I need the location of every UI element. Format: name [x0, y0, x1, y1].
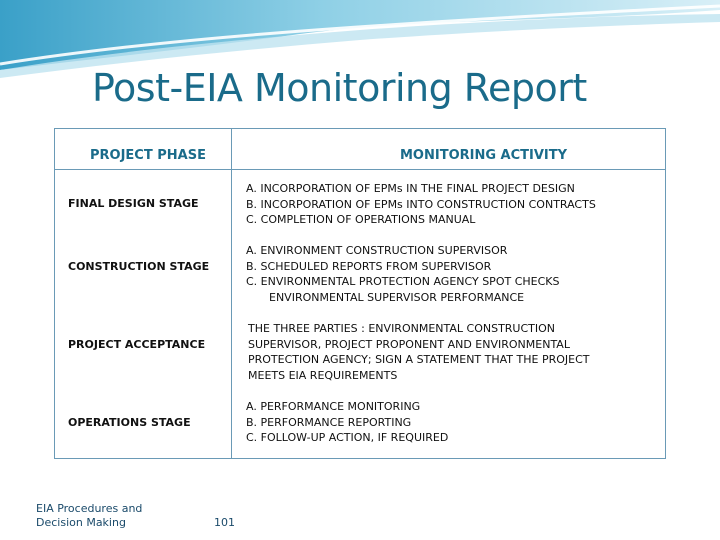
activity-line: B. PERFORMANCE REPORTING — [246, 415, 412, 429]
header-project-phase: PROJECT PHASE — [90, 148, 206, 163]
activities-final-design — [246, 181, 596, 228]
table-header-divider — [55, 169, 665, 170]
phase-project-acceptance: PROJECT ACCEPTANCE — [68, 338, 206, 351]
phase-operations: OPERATIONS STAGE — [68, 416, 191, 429]
activities-construction — [246, 243, 559, 305]
activity-line: A. INCORPORATION OF EPMs IN THE FINAL PROJECT DESIGN — [246, 182, 575, 195]
activity-line: B. INCORPORATION OF EPMs INTO CONSTRUCTION CONTRACTS — [246, 197, 596, 211]
activities-operations — [246, 399, 448, 446]
header-monitoring-activity: MONITORING ACTIVITY — [400, 148, 568, 163]
activity-line: MEETS EIA REQUIREMENTS — [248, 368, 398, 382]
activity-line: B. SCHEDULED REPORTS FROM SUPERVISOR — [246, 259, 492, 273]
activity-line: A. PERFORMANCE MONITORING — [246, 400, 421, 413]
activity-line: C. COMPLETION OF OPERATIONS MANUAL — [246, 213, 476, 226]
activity-line: PROTECTION AGENCY; SIGN A STATEMENT THAT THE PROJECT — [248, 353, 590, 366]
footer-line-2: Decision Making — [36, 516, 126, 529]
page-number: 101 — [214, 516, 235, 529]
activity-line: C. ENVIRONMENTAL PROTECTION AGENCY SPOT CHECKS — [246, 275, 560, 288]
activity-line: SUPERVISOR, PROJECT PROPONENT AND ENVIRONMENTAL — [248, 337, 570, 351]
phase-construction: CONSTRUCTION STAGE — [68, 260, 210, 273]
footer-line-1: EIA Procedures and — [36, 502, 143, 515]
activity-line: THE THREE PARTIES : ENVIRONMENTAL CONSTRUCTION — [248, 322, 556, 335]
slide-title: Post-EIA Monitoring Report — [92, 66, 587, 110]
table-column-divider — [231, 129, 232, 458]
phase-final-design: FINAL DESIGN STAGE — [68, 197, 199, 210]
slide-footer — [36, 502, 142, 530]
activity-line: ENVIRONMENTAL SUPERVISOR PERFORMANCE — [269, 290, 525, 304]
activities-project-acceptance — [248, 321, 590, 383]
activity-line: C. FOLLOW-UP ACTION, IF REQUIRED — [246, 431, 449, 444]
activity-line: A. ENVIRONMENT CONSTRUCTION SUPERVISOR — [246, 244, 508, 257]
